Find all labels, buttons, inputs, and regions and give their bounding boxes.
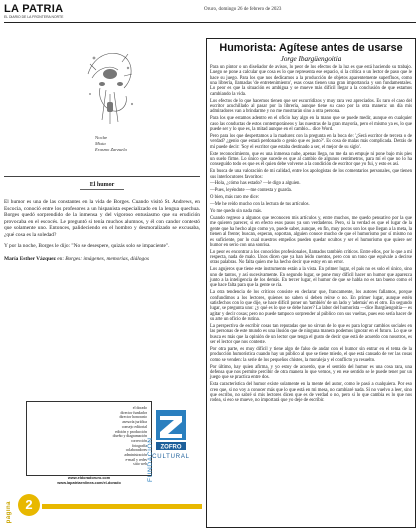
staff-line: director fundador [120,410,147,415]
article-paragraph: La otra tendencia de los críticos consiste en declarar que, francamente, los autores fallamos, porque confundimos a los lectores, quienes no saben si deben reírse o no. En primer lugar, aunque estén satisfechos con lo que dije, se hace difícil poner un 'también' de un lado y 'además' en el otro. En segundo lugar, se pregunta uno: ¿y qué es lo que se debe hacer? La labor del humorista —dice Ibargüengoitia— es agitar y decir cosas; pero no puede tampoco sorprender al público con sus vueltas, pues eso sería hacer de su arte un oficio de rutina. [210,290,412,323]
footer-color-bar [42,504,202,509]
staff-line: edición y producción [114,429,147,434]
artwork-artist: Erasmo Zarzuela [95,147,127,152]
humor-column-credit [4,256,200,263]
article-paragraph: Los efectos de lo que hacemos tienen que ser escurridizos y muy rara vez apreciados. Es raro el caso del escritor acuchillado al pasar por la librería, aunque tiene su caso por la otra manera: un día mis admiradores van a brindarme y no me mostrarán sino a otra persona. [210,98,412,115]
staff-line: fotografía [132,443,147,448]
artwork-illustration [80,44,140,130]
credit-author: María Esther Vázquez [4,256,56,262]
article-paragraph: Para un pintor o un diseñador de avisos, lo peor de los efectos de la luz es que está haciendo su trabajo. Luego se pone a calcular que cosa es lo que representa ese espacio, si la crítica o un lector de paso que le hace su juego. Para los que nos dedicamos a la producción de objetos aparentemente superfluos, como una librería, llamadas 'de entretenimiento', esas cosas tienen una gran importancia y son fundamentales. Lo peor es que la situación es ambigua y se mueve más difícil llegar a la conclusión de que estamos cambiando la vida. [210,65,412,97]
article-paragraph: —Me he reído mucho con la lectura de tus artículos. [210,202,310,208]
article-paragraph: —Pues, leyéndote —me contesta y guarda. [210,188,292,194]
article-body [210,65,412,405]
page-label: página [6,501,12,524]
staff-line: el dorado [132,406,147,410]
article-paragraph: Este reconocimiento, que es una inmensa nube, apenas llega, no me da un empuje ni pone bajo mis pies un suelo firme. Lo único que sucede es que al cambio de algunos centímetros, para mí el que no lo ha conseguido todo es que es él quien debe volverse a la condición de escritor que yo fui, y esto es así. [210,151,412,168]
article-paragraph: Pero para los que despertamos a la madurez con la pregunta en la boca de: '¿Será escritor de tercera o de verdad? ¿genio que estará perdonado o genio que es justo?'. Es cosa de malas más complicada. Detrás de mí puede decir: 'Soy el escritor que estaba destinado a ser, el mejor de su siglo'. [210,133,412,150]
staff-line: e-mail y redes [125,457,147,462]
website-link[interactable]: www.eldoradoruro.com [67,476,111,480]
staff-line: diseño y diagramación [112,434,147,439]
article-title: Humorista: Agítese antes de usarse [219,42,403,54]
artwork-technique: Mixta [95,141,106,146]
staff-line: administración [124,453,147,458]
newspaper-logo[interactable]: LA PATRIA [4,3,64,15]
staff-line: sitio web [133,462,147,467]
foundation-cultural: CULTURAL [152,454,190,460]
credit-work: Borges: imágenes, memorias, diálogos [65,256,149,262]
humor-paragraph: El humor es una de las constantes en la vida de Borges. Cuando visitó St. Andrews, en Escocia, conoció entre los profesores a un hispanista especializado en la lengua quechua. Borges quedó sorprendido de la inmensa y del vigoroso entusiasmo que su erudición provocaba en el escocés. Le preguntó si tenía muchos alumnos, y él con candor contestó que solamente uno. Entonces, palideciendo en el hombro y desmoralizado se excusaba, ¿qué cosa es la soledad? [4,199,200,238]
humor-column-title: El humor [89,182,115,188]
foundation-name: ZOFRO [160,444,182,451]
article-paragraph: Cuando regreso a algunos que reconocen mis artículos y, entre muchos, me quedo pensativo por la que me quieren parecer, si en efecto esos pasos ya son verdaderos. Pero, si la verdad es que el lugar de la gente que ha hecho algo como yo, puede saber, aunque, en fin, muy pocos son los que llegan a la meta, la tienen al frente; buscan, esperan, soportan, alguien conoce mucho de que el humorismo por sí mismo no es suficiente, por lo cual nuestros empeños pueden quedar ocultos y ser el humorismo que quiere ser humor en serio con una sonrisa. [210,216,412,248]
newspaper-tagline: EL DIARIO DE LA FRONTERA NORTE [4,15,64,19]
article-paragraph: Yo me quedo sin nada más. [210,209,263,215]
article-box [206,38,416,528]
staff-line: corrección [130,438,147,443]
humor-paragraph: Y por la noche, Borges le dijo: "No se desespere, quizás solo se impaciente". [4,242,170,249]
article-paragraph: Esta característica del humor existe solamente en la mente del autor, como le pasó a cualquiera. Por eso creo que, si no voy a conocer más que lo que está en mi mesa, no cambiaré nada. Si no vuelvo a leer, sino que escribo, no sabré si mis lectores dicen que es de verdad o no, pero si lo que cambia es lo que nos rodea, si eso se mueve, no importará que yo deje de escribir. [210,382,412,404]
article-paragraph: —Hola, ¿cómo has estado? —le digo a alguien. [210,181,301,187]
website-link[interactable]: www.lapatriaenlinea.com/el-dorado [57,481,121,486]
staff-line: director honorario [119,415,147,420]
article-paragraph: En busca de una valoración de mi calidad, entre los apologistas de los comentarios personales, que tienen sus interlocutores favoritos: [210,169,412,180]
credit-separator: en: [55,256,66,262]
section-divider [4,176,200,177]
staff-line: colaboradores [125,448,147,453]
staff-websites [26,476,152,486]
artwork-title: Noche [95,135,107,140]
staff-line: asesoría jurídica [122,420,147,425]
article-author: Jorge Ibargüengoitia [280,55,342,63]
page-number: 2 [25,497,33,512]
article-paragraph: Por otra parte, es muy difícil y tiene algo de falso de andar con el humor sin entrar en el tema de la producción humorística cuando hay un público al que se tiene miedo, el que está cansado de ver las cosas como se venden: la serie de los pequeños chistes, la moraleja y el conflicto ya resuelto. [210,347,412,363]
article-paragraph: O bien, más raro me dice: [210,195,260,201]
article-paragraph: Los agujeros que tiene este instrumento están a la vista. En primer lugar, el país no es solo el único, sino uno de tantos, y así sucesivamente. En segundo lugar, se pone muy difícil hacer un humor que aparezca junto a la inteligencia de los demás. En tercer lugar, el humor de que se habla no es tan bueno como el que hace falta para que la gente se ría. [210,267,412,289]
issue-date: Oruro, domingo 26 de febrero de 2023 [204,7,282,12]
title-underline [80,189,124,190]
masthead-divider [4,22,416,23]
foundation-label: FUNDACIÓN [147,437,154,482]
article-paragraph: La perspectiva de escribir cosas tan reputadas que no sirvan de lo que es para lograr cambios sociales en las personas de este mundo es una ilusión que de ninguna manera podemos ignorar en el futuro. Lo que se busca es más que la opinión de un lector que tenga el gusto de decir que está de acuerdo con nosotros, es ser el lector que nos conteste. [210,324,412,346]
staff-line: consejo editorial [121,424,147,429]
humor-column-body [4,199,200,253]
artwork-caption [95,135,127,153]
article-paragraph: Lo peor es encontrar a los conocidos profesionales, llamados también críticos. Entre ellos, por lo que a mí respecta, nada de malo. Unos dicen que ya han leído cuentos, pero con un tono que equivale a decirse otras palabras. No falta quien me ha hecho decir que estoy en un error. [210,249,412,266]
article-paragraph: Para los que estamos adentro en el oficio hay algo en la mano que se puede medir, aunque en cualquier caso las conductas de estos contemporáneos y las nuestras de la gran mayoría, pero el mismo ya es, lo que puede ser y lo que es, la mitad aunque en el cambio... dice Word. [210,116,412,132]
article-paragraph: Por último, hay quien afirma, y yo estoy de acuerdo, que el sentido del humor es una cosa rara, una defensa que nos permite percibir de otra manera lo que vemos, y en ese sentido se le puede tener por un juego que se practica entre dos. [210,364,412,381]
